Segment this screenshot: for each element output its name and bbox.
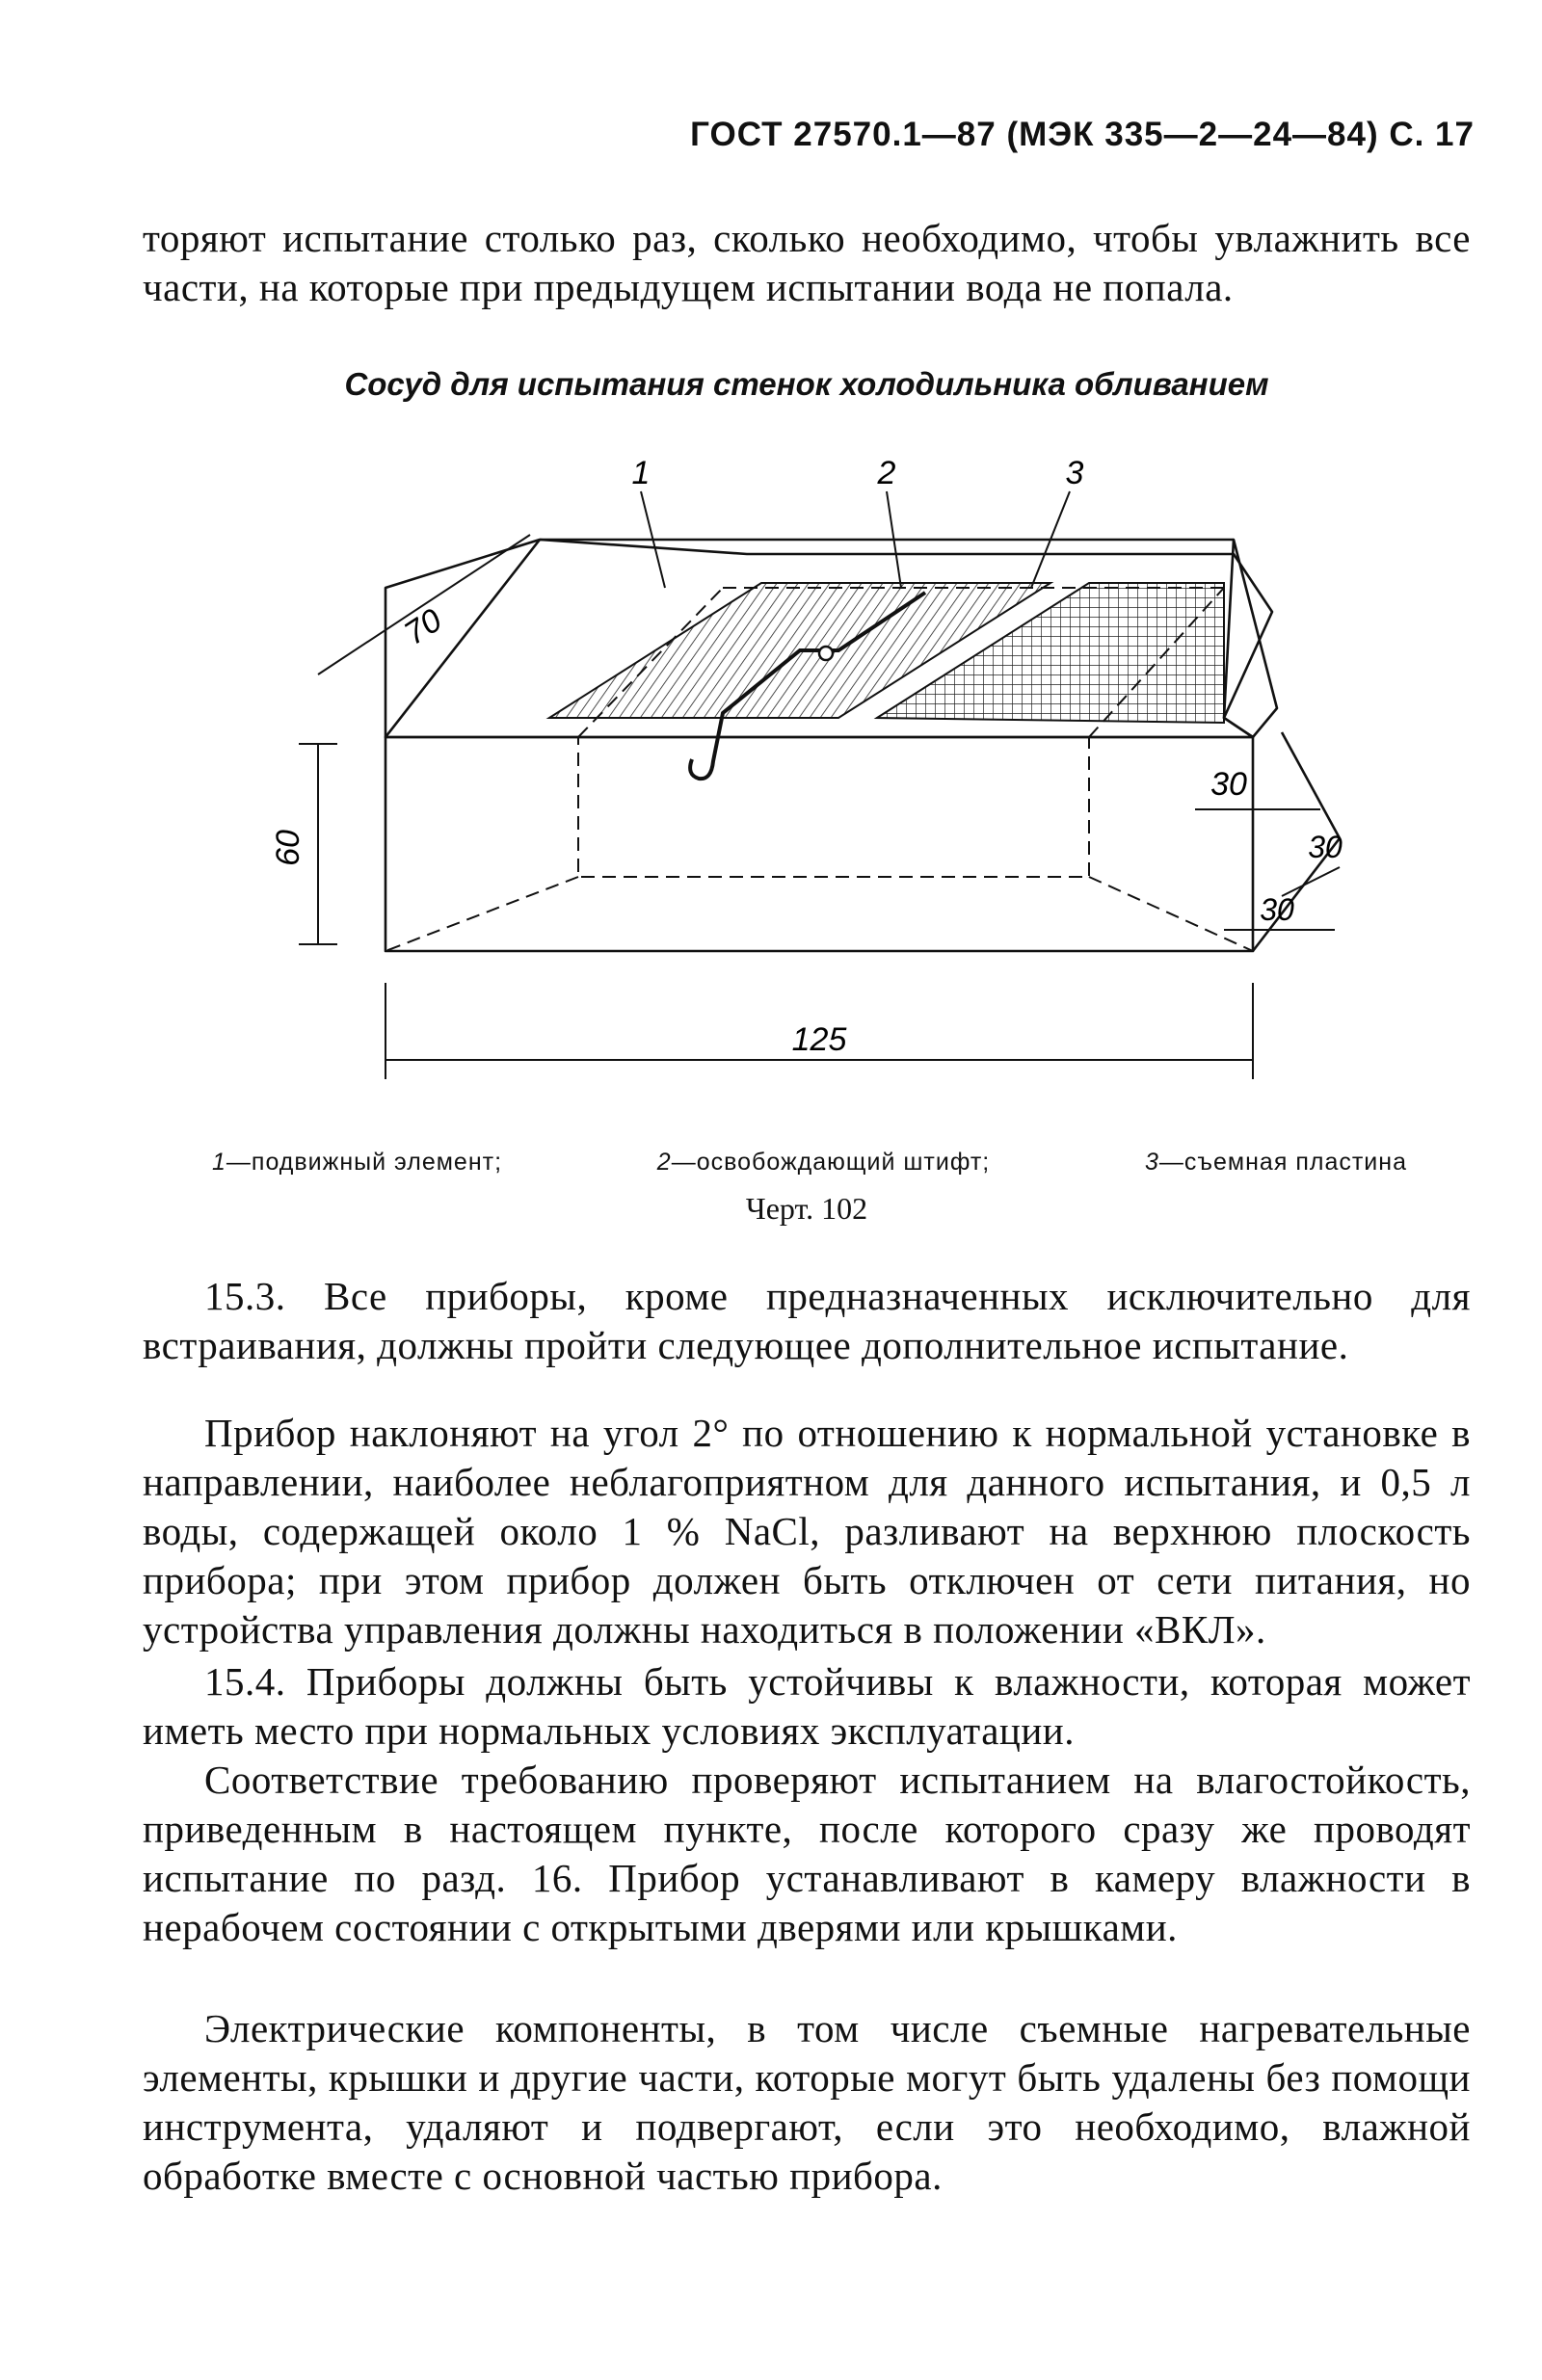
callout-1: 1	[631, 455, 651, 491]
paragraph-components: Электрические компоненты, в том числе съемные нагревательные элементы, крышки и другие части, которые могут быть удалены без помощи инструмента, удаляют и подвергают, если это необходимо, влажной обработке вместе с основной частью прибора.	[143, 2006, 1471, 2198]
dim-30-label: 30	[1210, 766, 1247, 803]
dim-30b-label: 30	[1260, 892, 1294, 927]
paragraph-15-3: 15.3. Все приборы, кроме предназначенных исключительно для встраивания, должны пройти следующее дополнительное испытание.	[143, 1274, 1471, 1367]
paragraph-15-4: 15.4. Приборы должны быть устойчивы к влажности, которая может иметь место при нормальных условиях эксплуатации.	[143, 1659, 1471, 1753]
paragraph-tilt-test: Прибор наклоняют на угол 2° по отношению к нормальной установке в направлении, наиболее неблагоприятном для данного испытания, и 0,5 л воды, содержащей около 1 % NaCl, разливают на верхнюю плоскость прибора; при этом прибор должен быть отключен от сети питания, но устройства управления должны находиться в положении «ВКЛ».	[143, 1411, 1471, 1652]
figure-title: Сосуд для испытания стенок холодильника обливанием	[344, 366, 1269, 402]
dim-70-label: 70	[397, 601, 449, 653]
figure-legend	[212, 1149, 1407, 1177]
paragraph-check: Соответствие требованию проверяют испытанием на влагостойкость, приведенным в настоящем пункте, после которого сразу же проводят испытание по разд. 16. Прибор устанавливают в камеру влажности в нерабочем состоянии с открытыми дверями или крышками.	[143, 1758, 1471, 1949]
legend-item-2: 2—освобождающий штифт;	[656, 1149, 991, 1176]
dim-125-label: 125	[791, 1021, 847, 1058]
dim-30c-label: 30	[1308, 830, 1343, 864]
figure-number: Черт. 102	[745, 1191, 868, 1226]
vessel-right-plate	[1224, 540, 1277, 737]
callout-3: 3	[1065, 455, 1084, 491]
page-header: ГОСТ 27570.1—87 (МЭК 335—2—24—84) С. 17	[690, 116, 1475, 153]
intro-paragraph: торяют испытание столько раз, сколько необходимо, чтобы увлажнить все части, на которые при предыдущем испытании вода не попала.	[143, 216, 1471, 309]
legend-item-3: 3—съемная пластина	[1145, 1149, 1407, 1176]
inner-box	[578, 737, 1089, 877]
callout-2: 2	[877, 455, 896, 491]
legend-item-1: 1—подвижный элемент;	[212, 1149, 503, 1176]
dim-60-label: 60	[270, 830, 306, 866]
vessel-drawing	[260, 443, 1349, 1127]
vessel-front-face	[386, 737, 1253, 951]
